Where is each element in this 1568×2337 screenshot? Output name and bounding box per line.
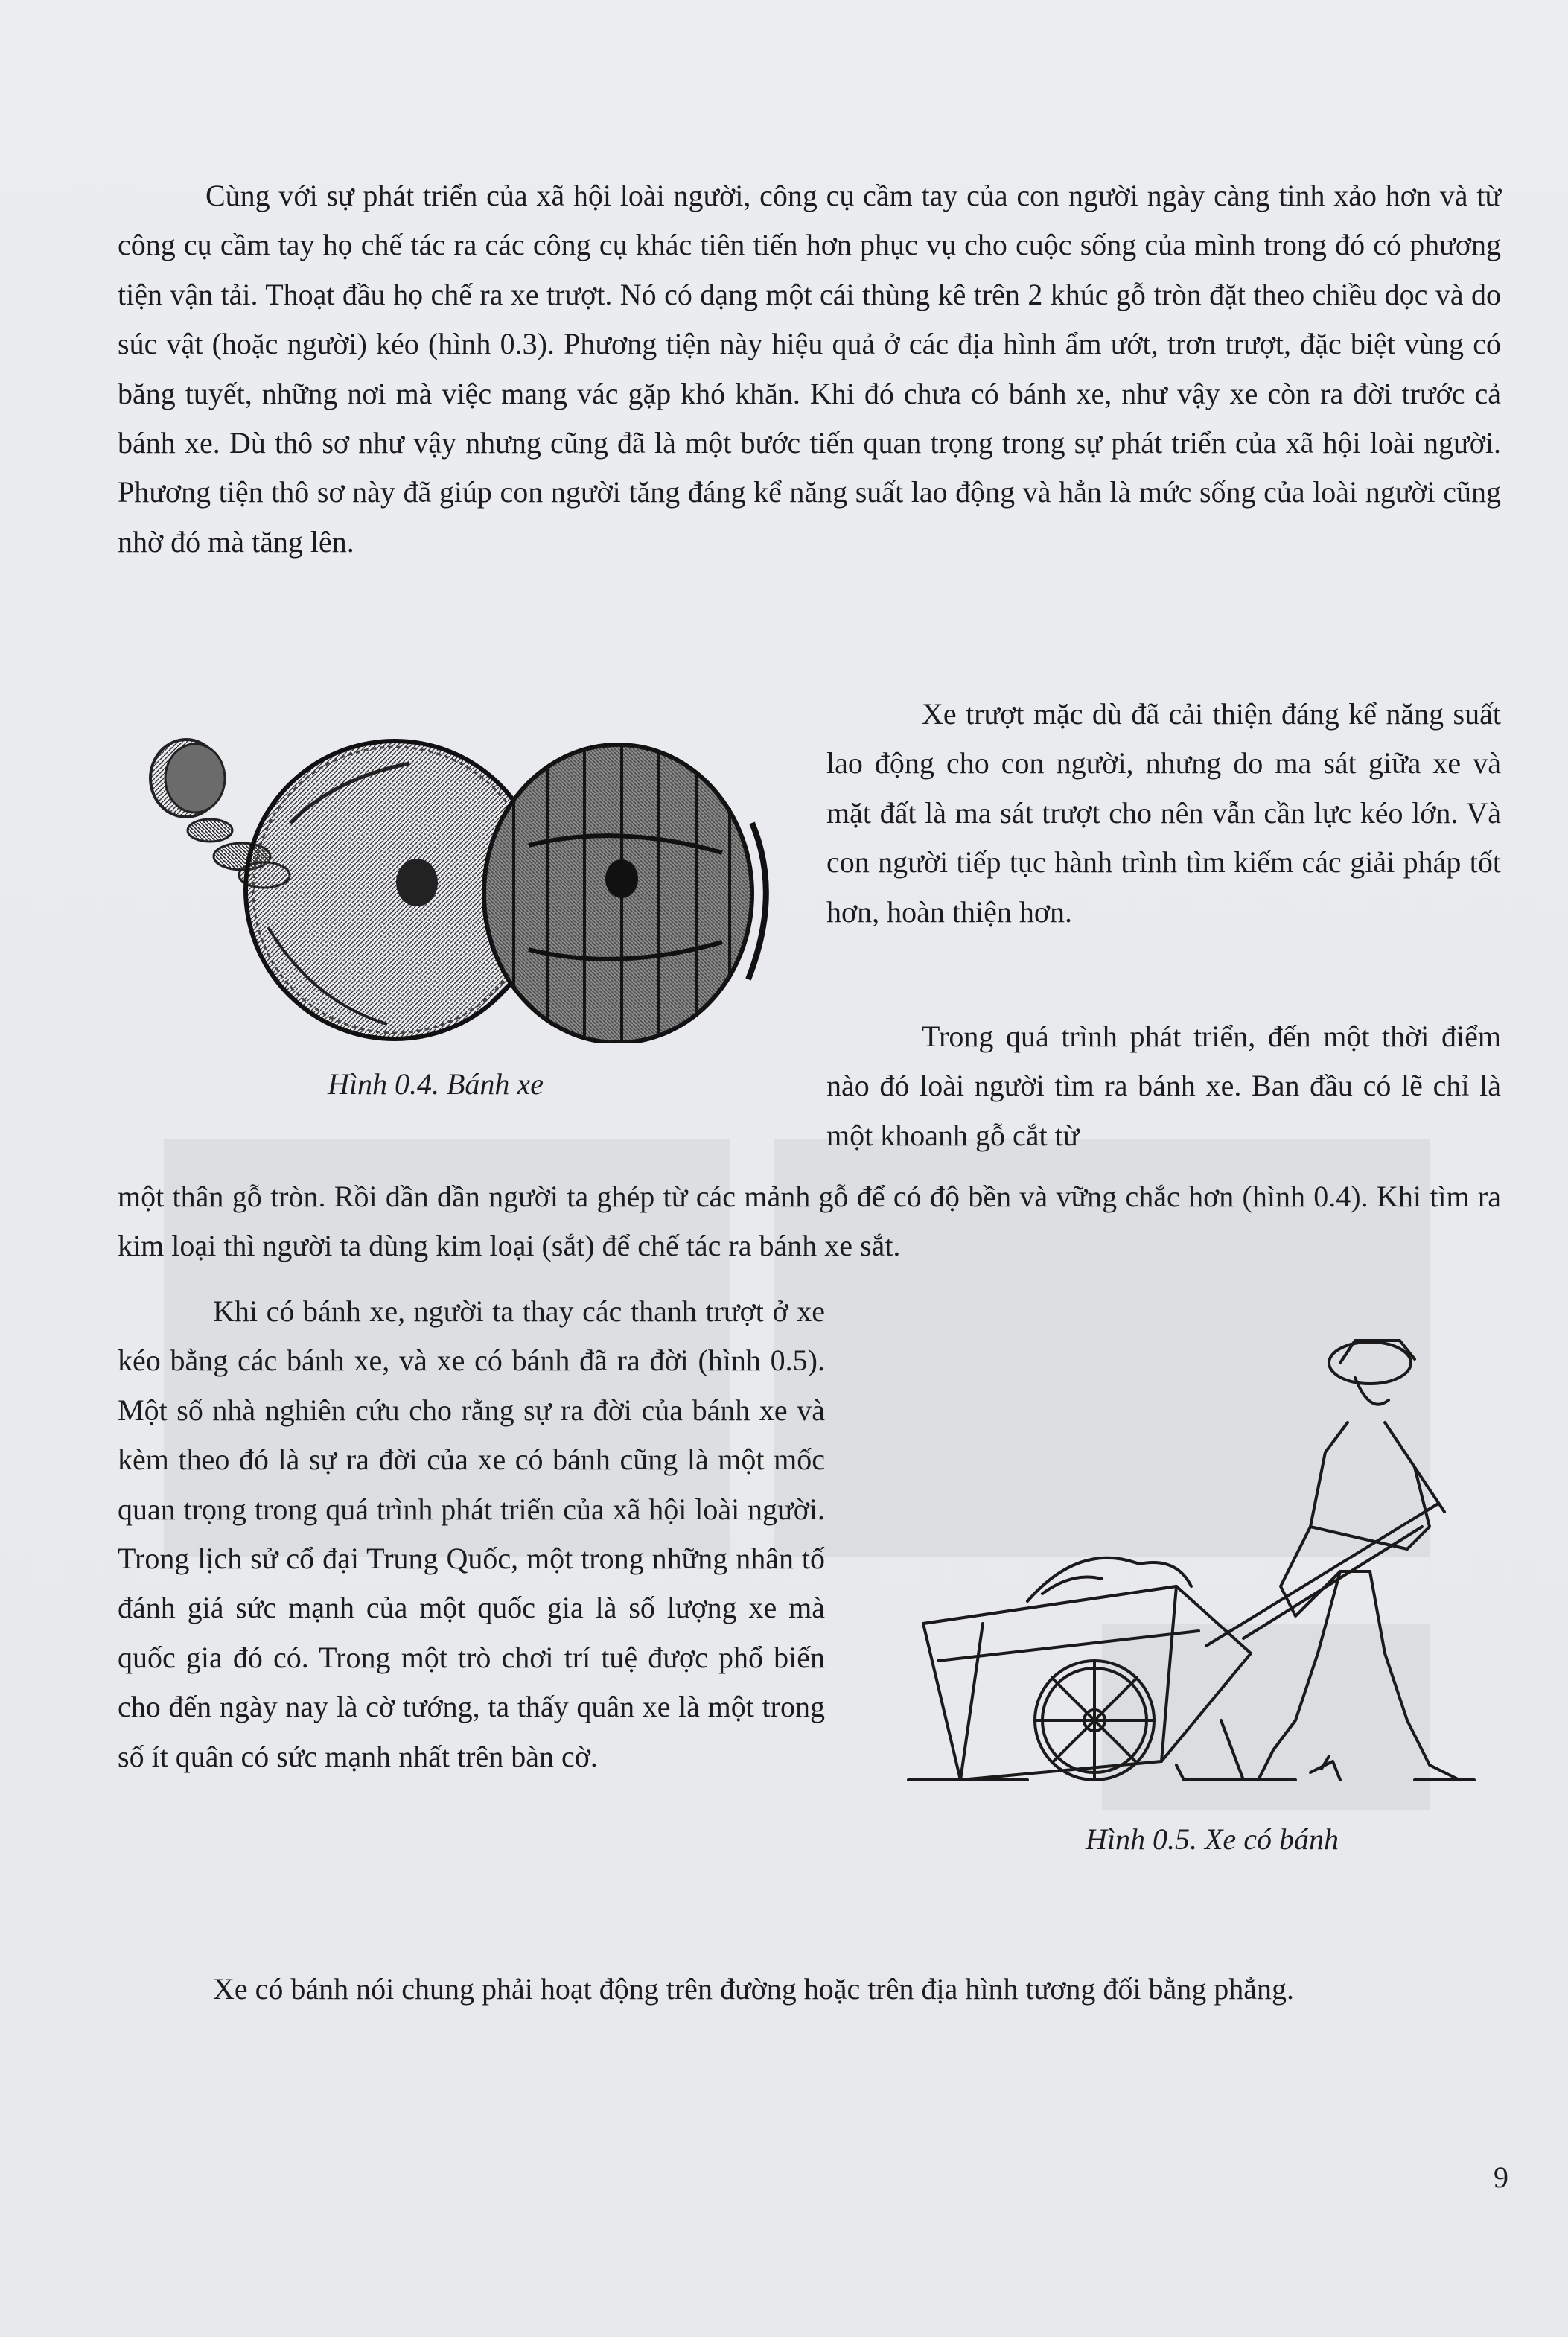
page-number: 9 — [1494, 2160, 1508, 2194]
cart-figure-caption: Hình 0.5. Xe có bánh — [1086, 1822, 1339, 1856]
paragraph-wheel-discovery-start: Trong quá trình phát triển, đến một thời điểm nào đó loài người tìm ra bánh xe. Ban đầu có lẽ chỉ là một khoanh gỗ cắt từ — [826, 1020, 1501, 1152]
wheel-figure — [141, 734, 812, 1043]
paragraph-wheel-discovery-end: một thân gỗ tròn. Rồi dần dần người ta ghép từ các mảnh gỗ để có độ bền và vững chắc hơn (hình 0.4). Khi tìm ra kim loại thì người ta dùng kim loại (sắt) để chế tác ra bánh xe sắt. — [118, 1180, 1501, 1263]
paragraph-sled-friction: Xe trượt mặc dù đã cải thiện đáng kể năng suất lao động cho con người, nhưng do ma sát giữa xe và mặt đất là ma sát trượt cho nên vẫn cần lực kéo lớn. Và con người tiếp tục hành trình tìm kiếm các giải pháp tốt hơn, hoàn thiện hơn. — [826, 697, 1501, 929]
wheel-illustration — [141, 734, 812, 1043]
paragraph-sled-history: Cùng với sự phát triển của xã hội loài người, công cụ cầm tay của con người ngày càng tinh xảo hơn và từ công cụ cầm tay họ chế tác ra các công cụ khác tiên tiến hơn phục vụ cho cuộc sống của mình trong đó có phương tiện vận tải. Thoạt đầu họ chế ra xe trượt. Nó có dạng một cái thùng kê trên 2 khúc gỗ tròn đặt theo chiều dọc và do súc vật (hoặc người) kéo (hình 0.3). Phương tiện này hiệu quả ở các địa hình ẩm ướt, trơn trượt, đặc biệt vùng có băng tuyết, những nơi mà việc mang vác gặp khó khăn. Khi đó chưa có bánh xe, như vậy xe còn ra đời trước cả bánh xe. Dù thô sơ như vậy nhưng cũng đã là một bước tiến quan trọng trong sự phát triển của xã hội loài người. Phương tiện thô sơ này đã giúp con người tăng đáng kể năng suất lao động và hẳn là mức sống của loài người cũng nhờ đó mà tăng lên. — [118, 179, 1501, 559]
paragraph-wheeled-terrain: Xe có bánh nói chung phải hoạt động trên đường hoặc trên địa hình tương đối bằng phẳng. — [213, 1972, 1295, 2006]
paragraph-wheeled-cart: Khi có bánh xe, người ta thay các thanh trượt ở xe kéo bằng các bánh xe, và xe có bánh đã ra đời (hình 0.5). Một số nhà nghiên cứu cho rằng sự ra đời của bánh xe và kèm theo đó là sự ra đời của xe có bánh cũng là một mốc quan trọng trong quá trình phát triển của xã hội loài người. Trong lịch sử cổ đại Trung Quốc, một trong những nhân tố đánh giá sức mạnh của một quốc gia là số lượng xe mà quốc gia đó có. Trong một trò chơi trí tuệ được phổ biến cho đến ngày nay là cờ tướng, ta thấy quân xe là một trong số ít quân có sức mạnh nhất trên bàn cờ. — [118, 1294, 825, 1773]
cart-figure — [893, 1303, 1489, 1787]
cart-illustration — [893, 1303, 1489, 1787]
wheel-figure-caption: Hình 0.4. Bánh xe — [328, 1067, 544, 1101]
